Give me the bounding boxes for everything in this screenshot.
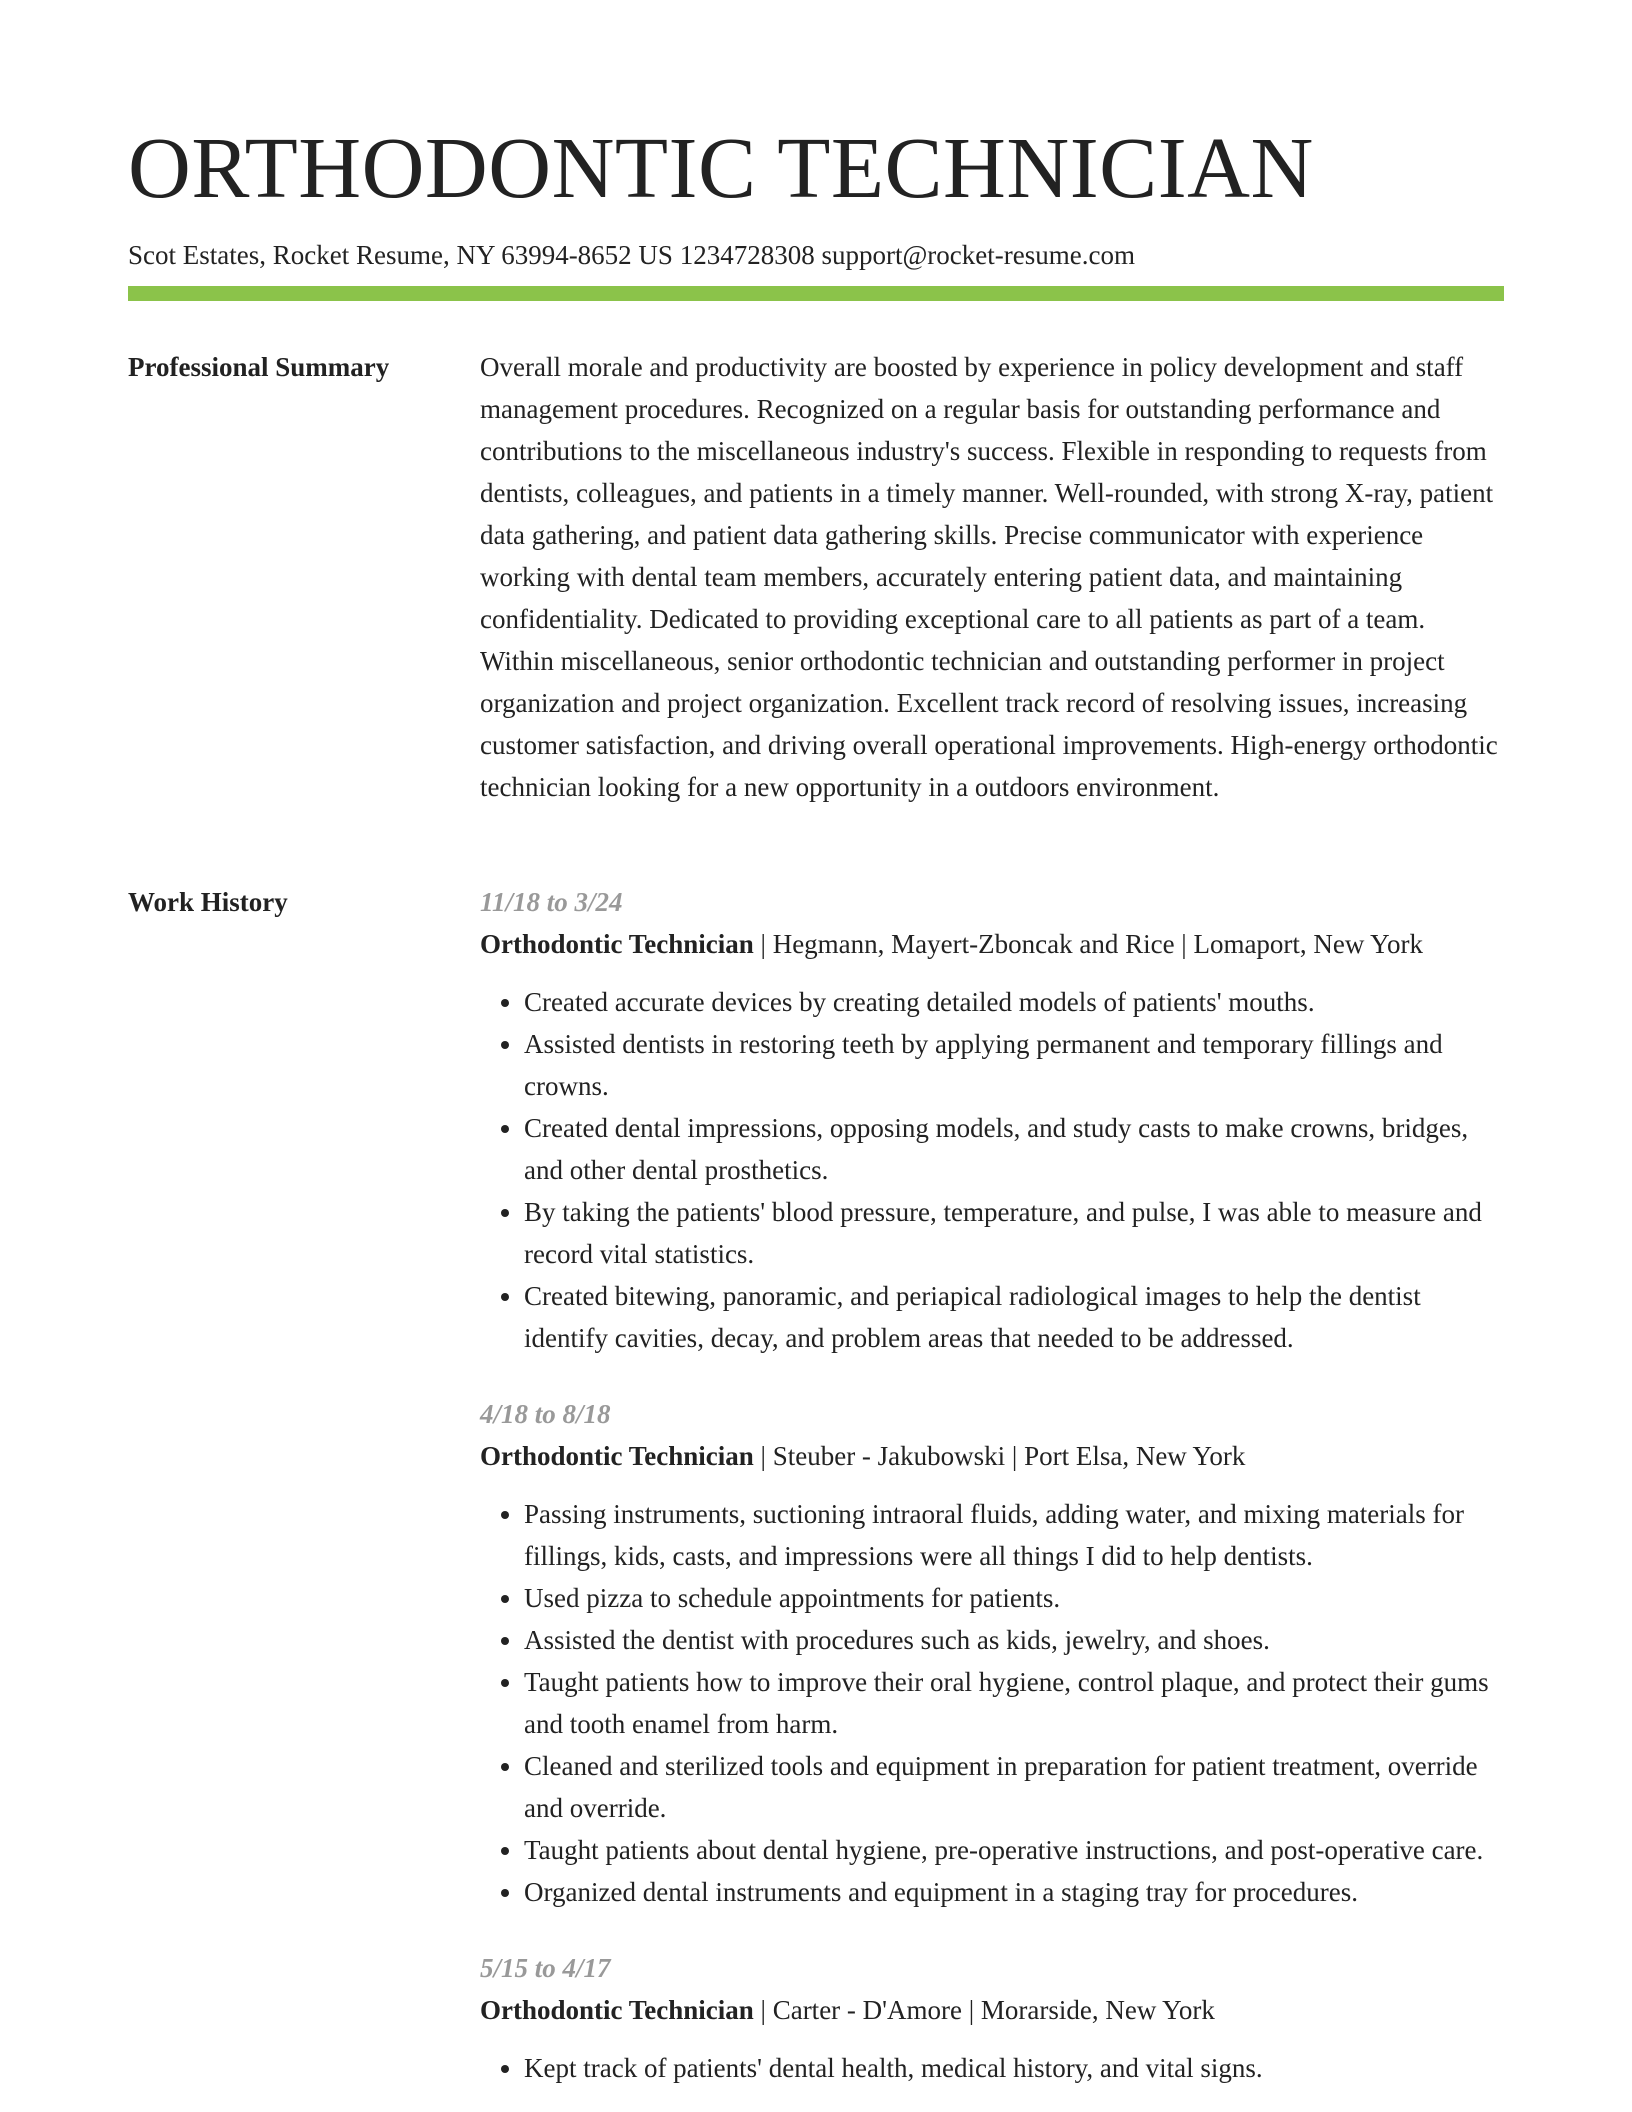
job-bullet: • Taught patients how to improve their oral hygiene, control plaque, and protect their gums and tooth enamel from harm. xyxy=(524,1661,1504,1745)
job-bullet-list xyxy=(480,2047,1504,2089)
job-bullet: • Organized dental instruments and equipment in a staging tray for procedures. xyxy=(524,1871,1504,1913)
job-title-line xyxy=(480,1435,1504,1477)
job-bullet: • Taught patients about dental hygiene, pre-operative instructions, and post-operative care. xyxy=(524,1829,1504,1871)
work-history-body xyxy=(480,881,1504,2112)
contact-line: Scot Estates, Rocket Resume, NY 63994-8652 US 1234728308 support@rocket-resume.com xyxy=(128,240,1135,270)
job-employer-location: | Steuber - Jakubowski | Port Elsa, New York xyxy=(753,1441,1246,1471)
job-bullet: • Cleaned and sterilized tools and equipment in preparation for patient treatment, override and override. xyxy=(524,1745,1504,1829)
summary-heading: Professional Summary xyxy=(128,352,390,382)
job-bullet: • By taking the patients' blood pressure, temperature, and pulse, I was able to measure and record vital statistics. xyxy=(524,1191,1504,1275)
page-title: ORTHODONTIC TECHNICIAN xyxy=(128,119,1314,216)
summary-body xyxy=(480,346,1504,808)
summary-text: Overall morale and productivity are boosted by experience in policy development and staff management procedures. Recognized on a regular basis for outstanding performance and contributions to the miscellaneous industry's success. Flexible in responding to requests from dentists, colleagues, and patients in a timely manner. Well-rounded, with strong X-ray, patient data gathering, and patient data gathering skills. Precise communicator with experience working with dental team members, accurately entering patient data, and maintaining confidentiality. Dedicated to providing exceptional care to all patients as part of a team. Within miscellaneous, senior orthodontic technician and outstanding performer in project organization and project organization. Excellent track record of resolving issues, increasing customer satisfaction, and driving overall operational improvements. High-energy orthodontic technician looking for a new opportunity in a outdoors environment. xyxy=(480,352,1498,802)
job-bullet: • Assisted dentists in restoring teeth by applying permanent and temporary fillings and crowns. xyxy=(524,1023,1504,1107)
job-employer-location: | Carter - D'Amore | Morarside, New York xyxy=(753,1995,1215,2025)
work-history-heading: Work History xyxy=(128,887,288,917)
job-dates: 4/18 to 8/18 xyxy=(480,1399,611,1429)
job-dates: 11/18 to 3/24 xyxy=(480,887,623,917)
job-bullet: • Used pizza to schedule appointments for patients. xyxy=(524,1577,1504,1619)
job-bullet: • Kept track of patients' dental health, medical history, and vital signs. xyxy=(524,2047,1504,2089)
job-employer-location: | Hegmann, Mayert-Zboncak and Rice | Lomaport, New York xyxy=(753,929,1423,959)
job-bullet: • Passing instruments, suctioning intraoral fluids, adding water, and mixing materials for fillings, kids, casts, and impressions were all things I did to help dentists. xyxy=(524,1493,1504,1577)
job-title: Orthodontic Technician xyxy=(480,929,754,959)
job-bullet: • Created accurate devices by creating detailed models of patients' mouths. xyxy=(524,981,1504,1023)
resume-header xyxy=(128,118,1504,272)
header-divider xyxy=(128,286,1504,301)
job-bullet-list xyxy=(480,981,1504,1359)
job-bullet: • Assisted the dentist with procedures such as kids, jewelry, and shoes. xyxy=(524,1619,1504,1661)
job-entry xyxy=(480,881,1504,1359)
job-title: Orthodontic Technician xyxy=(480,1441,754,1471)
job-title-line xyxy=(480,1989,1504,2031)
job-bullet: • Created bitewing, panoramic, and periapical radiological images to help the dentist identify cavities, decay, and problem areas that needed to be addressed. xyxy=(524,1275,1504,1359)
job-title-line xyxy=(480,923,1504,965)
job-bullet-list xyxy=(480,1493,1504,1913)
job-title: Orthodontic Technician xyxy=(480,1995,754,2025)
job-dates: 5/15 to 4/17 xyxy=(480,1953,611,1983)
job-entry xyxy=(480,1393,1504,1913)
job-bullet: • Created dental impressions, opposing models, and study casts to make crowns, bridges, and other dental prosthetics. xyxy=(524,1107,1504,1191)
job-entry xyxy=(480,1947,1504,2089)
